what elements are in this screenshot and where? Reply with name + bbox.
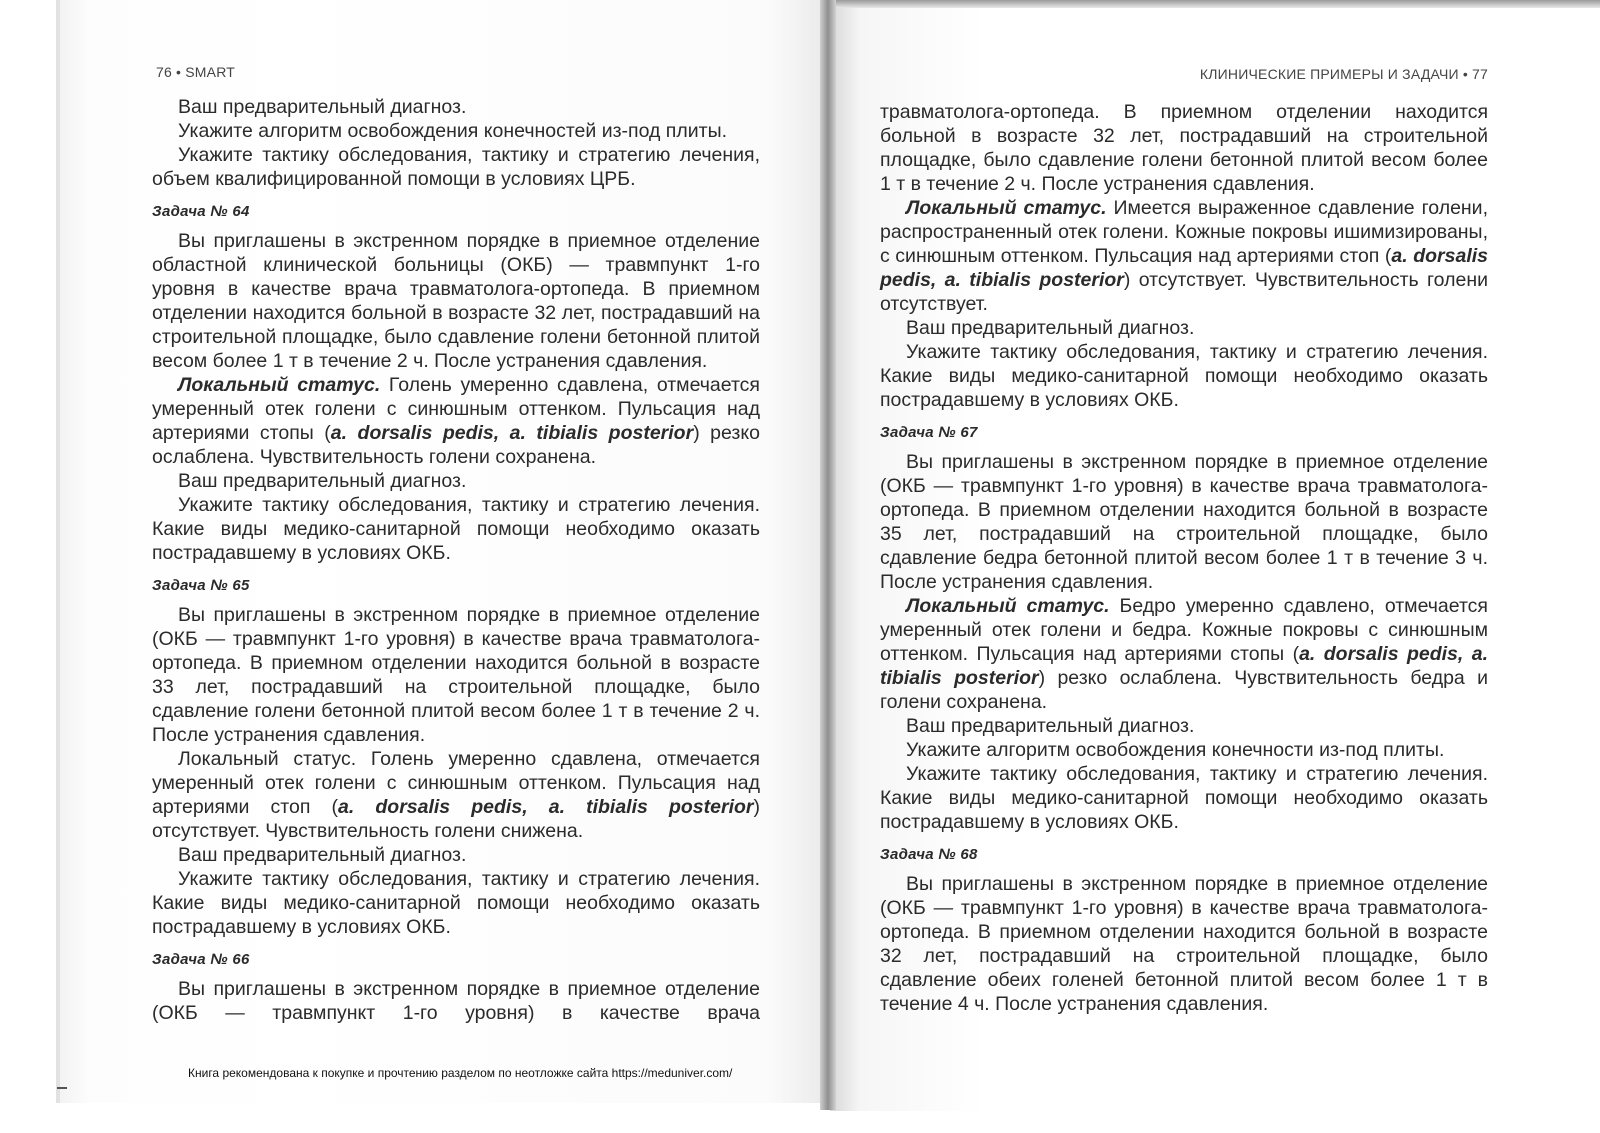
task-65-arteries: a. dorsalis pedis, a. tibialis posterior xyxy=(338,796,754,818)
task-66-status-label: Локальный статус. xyxy=(906,197,1107,219)
left-text-column xyxy=(152,95,760,1025)
task-66-paragraph-start: Вы приглашены в экстренном порядке в приемное отделение (ОКБ — травмпункт 1-го уровня) в качестве врача xyxy=(152,978,760,1024)
task-64-question-2: Укажите тактику обследования, тактику и стратегию лечения. Какие виды медико-санитарной помощи необходимо оказать пострадавшему в условиях ОКБ. xyxy=(152,494,760,564)
task-67-status-text-1: Бедро умеренно сдавлено, отмечается умеренный отек голени и бедра. Кожные покровы с синюшным оттенком. Пульсация над артериями стопы ( xyxy=(880,595,1488,665)
task-66-question-1: Ваш предварительный диагноз. xyxy=(906,317,1195,339)
footer-note: Книга рекомендована к покупке и прочтению разделом по неотложке сайта https://meduniver.com/ xyxy=(188,1066,733,1080)
task-67-arteries: a. dorsalis pedis, a. tibialis posterior xyxy=(880,643,1488,689)
task-67-title: Задача № 67 xyxy=(880,424,978,441)
task-67-question-3: Укажите тактику обследования, тактику и стратегию лечения. Какие виды медико-санитарной помощи необходимо оказать пострадавшему в условиях ОКБ. xyxy=(880,763,1488,833)
book-gutter xyxy=(820,0,836,1110)
left-running-head: 76 • SMART xyxy=(156,64,235,80)
task-67-question-1: Ваш предварительный диагноз. xyxy=(906,715,1195,737)
task-65-status-text-1: Локальный статус. Голень умеренно сдавлена, отмечается умеренный отек голени с синюшным оттенком. Пульсация над артериями стоп ( xyxy=(152,748,760,818)
task-67-status-text-2: ) резко ослаблена. Чувствительность бедра и голени сохранена. xyxy=(880,667,1489,713)
task-68-paragraph: Вы приглашены в экстренном порядке в приемное отделение (ОКБ — травмпункт 1-го уровня) в качестве врача травматолога-ортопеда. В приемном отделении находится больной в возрасте 32 лет, пострадавший на строительной площадке, было сдавление обеих голеней бетонной плитой весом более 1 т в течение 4 ч. После устранения сдавления. xyxy=(880,873,1488,1015)
task-66-question-2: Укажите тактику обследования, тактику и стратегию лечения. Какие виды медико-санитарной помощи необходимо оказать пострадавшему в условиях ОКБ. xyxy=(880,341,1488,411)
task-65-question-2: Укажите тактику обследования, тактику и стратегию лечения. Какие виды медико-санитарной помощи необходимо оказать пострадавшему в условиях ОКБ. xyxy=(152,868,760,938)
task-64-question-1: Ваш предварительный диагноз. xyxy=(178,470,467,492)
task-66-arteries: a. dorsalis pedis, a. tibialis posterior xyxy=(880,245,1488,291)
task-67-status xyxy=(880,594,1488,714)
task-64-status xyxy=(152,373,760,469)
task-65-status-text-2: ) отсутствует. Чувствительность голени снижена. xyxy=(152,796,760,842)
task-65-title: Задача № 65 xyxy=(152,577,250,594)
task-65-paragraph: Вы приглашены в экстренном порядке в приемное отделение (ОКБ — травмпункт 1-го уровня) в качестве врача травматолога-ортопеда. В приемном отделении находится больной в возрасте 33 лет, пострадавший на строительной площадке, было сдавление голени бетонной плитой весом более 1 т в течение 2 ч. После устранения сдавления. xyxy=(152,604,760,746)
task-66-status-text-2: ) отсутствует. Чувствительность голени отсутствует. xyxy=(880,269,1488,315)
task-66-status-text-1: Имеется выраженное сдавление голени, распространенный отек голени. Кожные покровы ишимизированы, с синюшным оттенком. Пульсация над артериями стоп ( xyxy=(880,197,1488,267)
task-64-paragraph: Вы приглашены в экстренном порядке в приемное отделение областной клинической больницы (ОКБ) — травмпункт 1-го уровня в качестве врача травматолога-ортопеда. В приемном отделении находится больной в возрасте 32 лет, пострадавший на строительной площадке, было сдавление голени бетонной плитой весом более 1 т в течение 2 ч. После устранения сдавления. xyxy=(152,230,760,372)
right-text-column xyxy=(880,100,1488,1016)
intro-line-1: Ваш предварительный диагноз. xyxy=(178,96,467,118)
task-66-paragraph-cont: травматолога-ортопеда. В приемном отделении находится больной в возрасте 32 лет, пострадавший на строительной площадке, было сдавление голени бетонной плитой весом более 1 т в течение 2 ч. После устранения сдавления. xyxy=(880,101,1488,195)
task-64-status-label: Локальный статус. xyxy=(178,374,381,396)
task-65-question-1: Ваш предварительный диагноз. xyxy=(178,844,467,866)
task-65-status xyxy=(152,747,760,843)
page-edge-mark xyxy=(57,1087,67,1089)
task-64-status-text-1: Голень умеренно сдавлена, отмечается умеренный отек голени с синюшным оттенком. Пульсация над артериями стопы ( xyxy=(152,374,760,444)
task-64-arteries: a. dorsalis pedis, a. tibialis posterior xyxy=(330,422,694,444)
task-66-status xyxy=(880,196,1488,316)
task-64-title: Задача № 64 xyxy=(152,203,250,220)
right-running-head: КЛИНИЧЕСКИЕ ПРИМЕРЫ И ЗАДАЧИ • 77 xyxy=(1199,66,1488,82)
task-64-status-text-2: ) резко ослаблена. Чувствительность голени сохранена. xyxy=(152,422,760,468)
left-page-edge xyxy=(56,0,60,1103)
right-page-top-edge xyxy=(836,0,1600,8)
intro-line-3: Укажите тактику обследования, тактику и стратегию лечения, объем квалифицированной помощи в условиях ЦРБ. xyxy=(152,144,760,190)
intro-line-2: Укажите алгоритм освобождения конечностей из-под плиты. xyxy=(178,120,727,142)
task-67-question-2: Укажите алгоритм освобождения конечности из-под плиты. xyxy=(906,739,1445,761)
task-67-paragraph: Вы приглашены в экстренном порядке в приемное отделение (ОКБ — травмпункт 1-го уровня) в качестве врача травматолога-ортопеда. В приемном отделении находится больной в возрасте 35 лет, пострадавший на строительной площадке, было сдавление бедра бетонной плитой весом более 1 т в течение 3 ч. После устранения сдавления. xyxy=(880,451,1488,593)
task-67-status-label: Локальный статус. xyxy=(906,595,1110,617)
task-66-title: Задача № 66 xyxy=(152,951,250,968)
task-68-title: Задача № 68 xyxy=(880,846,978,863)
